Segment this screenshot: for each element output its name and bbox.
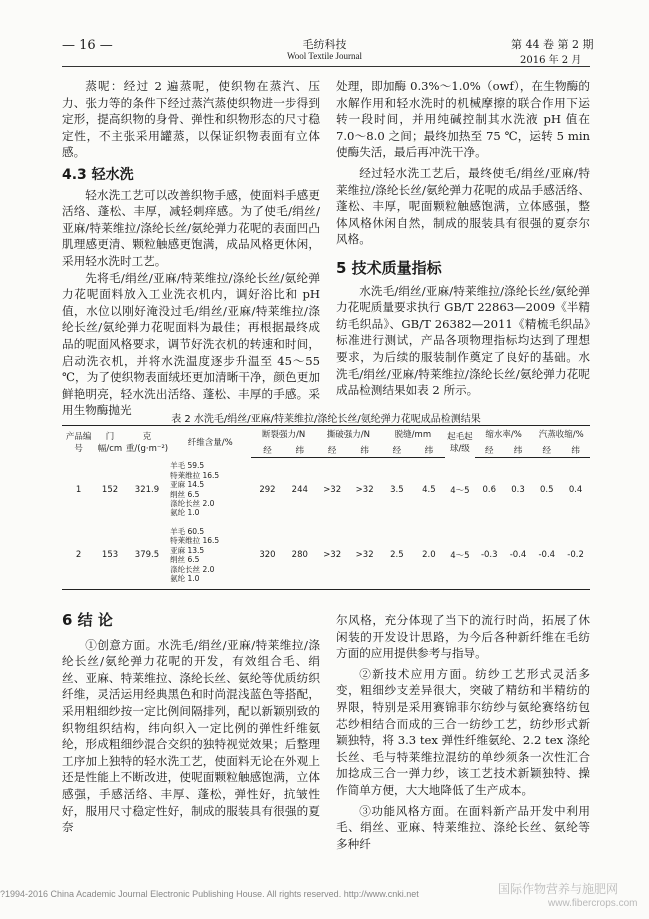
paragraph-light-wash-intro: 轻水洗工艺可以改善织物手感，使面料手感更活络、蓬松、丰厚，减轻刺痒感。为了使毛/绢丝/亚麻/特莱维拉/涤纶长丝/氨纶弹力花呢的表面凹凸肌理感更清、颗粒触感更饱满，成品风格更休闲，采用轻水洗时工艺。 xyxy=(62,187,320,268)
header-weft: 纬 xyxy=(284,443,316,458)
cell-product-id: 1 xyxy=(75,484,82,495)
fiber-line: 亚麻 13.5 xyxy=(170,545,205,555)
fiber-line: 亚麻 14.5 xyxy=(170,480,205,490)
cell-break-warp: 292 xyxy=(259,484,276,495)
cell-break-warp: 320 xyxy=(251,522,283,590)
header-tearing-strength: 撕破强力/N xyxy=(316,426,381,443)
cell-product-id: 2 xyxy=(62,522,95,590)
fiber-line: 氨纶 1.0 xyxy=(170,574,200,584)
cell-shrink-weft: 0.3 xyxy=(511,484,525,495)
fiber-line: 绢丝 6.5 xyxy=(170,489,200,499)
cell-steam-weft: -0.2 xyxy=(561,522,590,590)
right-column-top xyxy=(336,78,590,399)
header-rule xyxy=(62,66,590,67)
header-weft: 纬 xyxy=(504,443,533,458)
header-fiber-content: 纤维含量/% xyxy=(169,426,251,458)
paragraph-quality-standard: 水洗毛/绢丝/亚麻/特莱维拉/涤纶长丝/氨纶弹力花呢质量要求执行 GB/T 22863—2009《半精纺毛织品》、GB/T 26382—2011《精梳毛织品》标准进行测试，产品各项物理指标均达到了理想要求，为后续的服装制作奠定了良好的基础。水洗毛/绢丝/亚麻/特莱维拉/涤纶长丝/氨纶弹力花呢成品检测结果如表 2 所示。 xyxy=(336,283,590,398)
section-heading-5: 5 技术质量指标 xyxy=(336,258,442,277)
cell-tear-weft: >32 xyxy=(348,522,380,590)
header-warp: 经 xyxy=(251,443,283,458)
paragraph-enzyme-treatment: 处理，即加酶 0.3%～1.0%（owf），在生物酶的水解作用和轻水洗时的机械摩擦的联合作用下运转一段时间，并用纯碱控制其水洗液 pH 值在 7.0～8.0 之间；最终加热至 75 ℃，运转 5 min 使酶失活，最后再冲洗干净。 xyxy=(336,79,590,160)
fiber-line: 绢丝 6.5 xyxy=(170,555,200,565)
fiber-line: 羊毛 60.5 xyxy=(170,527,205,537)
site-watermark-url: www.fibercrops.com xyxy=(548,898,638,909)
cell-steam-weft: 0.4 xyxy=(568,484,583,495)
cell-pilling: 4～5 xyxy=(450,485,470,496)
cell-break-weft: 244 xyxy=(291,484,308,495)
cell-weight: 321.9 xyxy=(134,484,160,495)
fiber-line: 特莱维拉 16.5 xyxy=(170,470,220,480)
copyright-footer: ?1994-2016 China Academic Journal Electronic Publishing House. All rights reserved. http://www.cnki.net xyxy=(0,889,419,899)
table-caption: 表 2 水洗毛/绢丝/亚麻/特莱维拉/涤纶长丝/氨纶弹力花呢成品检测结果 xyxy=(171,414,481,425)
cell-weight: 379.5 xyxy=(125,522,169,590)
test-results-table xyxy=(62,425,590,590)
cell-tear-warp: >32 xyxy=(316,522,348,590)
left-column-top xyxy=(62,78,320,419)
header-weft: 纬 xyxy=(561,443,590,458)
site-watermark: 国际作物营养与施肥网 xyxy=(498,882,619,896)
cell-slip-weft: 4.5 xyxy=(422,484,436,495)
cell-slip-weft: 2.0 xyxy=(413,522,445,590)
table-row xyxy=(62,522,590,590)
header-weft: 纬 xyxy=(413,443,445,458)
header-product-id: 产品编号 xyxy=(62,426,95,458)
cell-tear-warp: >32 xyxy=(323,484,342,495)
cell-shrink-warp: 0.6 xyxy=(482,484,497,495)
cell-shrink-weft: -0.4 xyxy=(504,522,533,590)
paragraph-new-technology: ②新技术应用方面。纺纱工艺形式灵活多变，粗细纱支差异很大，突破了精纺和半精纺的界限，特别是采用赛锦菲尔纺纱与氨纶赛络纺包芯纱相结合而成的三合一纺纱工艺，纺纱形式新颖独特，将 3.3 tex 弹性纤维氨纶、2.2 tex 涤纶长丝、毛与特莱维拉混纺的单纱须条一次性汇合加捻成三合一弹力纱，该工艺技术新颖独特、操作简单方便，大大地降低了生产成本。 xyxy=(336,666,590,797)
header-pilling: 起毛起球/级 xyxy=(445,426,475,458)
table-row xyxy=(62,458,590,522)
cell-width: 152 xyxy=(101,484,119,495)
header-width: 门幅/cm xyxy=(95,426,125,458)
header-warp: 经 xyxy=(475,443,504,458)
paragraph-creativity: ①创意方面。水洗毛/绢丝/亚麻/特莱维拉/涤纶长丝/氨纶弹力花呢的开发，有效组合毛、绢丝、亚麻、特莱维拉、涤纶长丝、氨纶等优质纺织纤维，灵活运用经典黑色和时尚混浅蓝色等搭配，采用粗细纱按一定比例间隔排列，配以新颖别致的织物组织结构，纬向织入一定比例的弹性纤维氨纶，形成粗细纱混合交织的独特视觉效果；后整理工序加上独特的轻水洗工艺，使面料无论在外观上还是性能上不断改进，使呢面颗粒触感饱满，立体感强，手感活络、丰厚、蓬松，弹性好，抗皱性好，服用尺寸稳定性好，制成的服装具有很强的夏奈 xyxy=(62,637,320,835)
journal-title-cn: 毛纺科技 xyxy=(302,38,347,51)
header-breaking-strength: 断裂强力/N xyxy=(251,426,316,443)
cell-width: 153 xyxy=(95,522,125,590)
fiber-line: 特莱维拉 16.5 xyxy=(170,536,220,546)
header-weft: 纬 xyxy=(348,443,380,458)
issue-date: 2016 年 2 月 xyxy=(520,55,582,66)
section-heading-6: 6 结 论 xyxy=(62,611,113,629)
cell-slip-warp: 2.5 xyxy=(381,522,413,590)
cell-shrink-warp: -0.3 xyxy=(475,522,504,590)
fiber-line: 羊毛 59.5 xyxy=(170,461,205,471)
paragraph-light-wash-process: 先将毛/绢丝/亚麻/特莱维拉/涤纶长丝/氨纶弹力花呢面料放入工业洗衣机内，调好浴比和 pH 值，水位以刚好淹没过毛/绢丝/亚麻/特莱维拉/涤纶长丝/氨纶弹力花呢面料为最佳；再根据最终成品的呢面风格要求，调节好洗衣机的转速和时间，启动洗衣机，并将水洗温度逐步升温至 45～55 ℃，为了使织物表面绒坯更加清晰干净，颜色更加鲜艳明亮，轻水洗出活络、蓬松、丰厚的手感。采用生物酶抛光 xyxy=(62,270,320,418)
cell-fiber-content xyxy=(169,522,251,590)
fiber-line: 涤纶长丝 2.0 xyxy=(170,564,215,574)
header-weight: 克重/(g·m⁻²) xyxy=(125,426,169,458)
paragraph-function-style: ③功能风格方面。在面料新产品开发中利用毛、绢丝、亚麻、特莱维拉、涤纶长丝、氨纶等多种纤 xyxy=(336,803,590,851)
left-column-bottom xyxy=(62,612,320,836)
paragraph-wash-result: 经过轻水洗工艺后，最终使毛/绢丝/亚麻/特莱维拉/涤纶长丝/氨纶弹力花呢的成品手感活络、蓬松、丰厚，呢面颗粒触感饱满，立体感强，整体风格休闲自然，制成的服装具有很强的夏奈尔风格。 xyxy=(336,165,590,247)
right-column-bottom xyxy=(336,612,590,852)
cell-tear-weft: >32 xyxy=(355,484,374,495)
header-warp: 经 xyxy=(381,443,413,458)
fiber-line: 氨纶 1.0 xyxy=(170,508,200,518)
page-number: — 16 — xyxy=(62,38,113,53)
header-warp: 经 xyxy=(532,443,561,458)
cell-steam-warp: 0.5 xyxy=(540,484,554,495)
journal-title-en: Wool Textile Journal xyxy=(287,51,362,61)
cell-slip-warp: 3.5 xyxy=(390,484,404,495)
paragraph-creativity-cont: 尔风格，充分体现了当下的流行时尚，拓展了休闲装的开发设计思路，为今后各种新纤维在毛纺方面的应用提供参考与指导。 xyxy=(336,613,590,661)
paragraph-steaming: 蒸呢：经过 2 遍蒸呢，使织物在蒸汽、压力、张力等的条件下经过蒸汽蒸使织物进一步得到定形，提高织物的身骨、弹性和织物形态的尺寸稳定性，不主张采用罐蒸，以保证织物表面有立体感。 xyxy=(62,79,320,160)
volume-issue: 第 44 卷 第 2 期 xyxy=(511,38,594,51)
cell-pilling: 4～5 xyxy=(445,522,475,590)
cell-break-weft: 280 xyxy=(284,522,316,590)
header-warp: 经 xyxy=(316,443,348,458)
section-heading-4-3: 4.3 轻水洗 xyxy=(62,166,134,183)
fiber-line: 涤纶长丝 2.0 xyxy=(170,498,215,508)
header-shrinkage: 缩水率/% xyxy=(475,426,533,443)
header-seam-slippage: 脱缝/mm xyxy=(381,426,445,443)
header-steam-shrinkage: 汽蒸收缩/% xyxy=(532,426,590,443)
cell-steam-warp: -0.4 xyxy=(532,522,561,590)
cell-fiber-content xyxy=(169,458,251,522)
